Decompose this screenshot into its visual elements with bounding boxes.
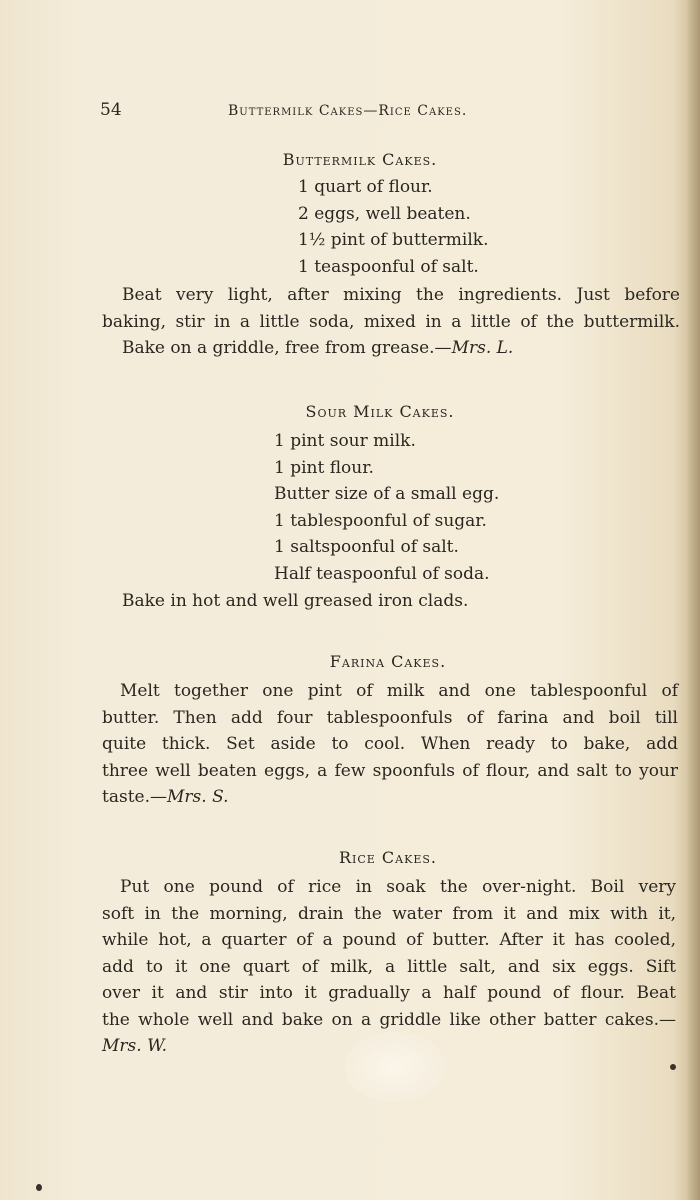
direction-line: while hot, a quarter of a pound of butter. After it has cooled, <box>102 930 676 950</box>
ingredient-line: 1 teaspoonful of salt. <box>298 256 479 277</box>
ingredient-line: 2 eggs, well beaten. <box>298 203 471 224</box>
ingredient-line: 1½ pint of buttermilk. <box>298 230 489 250</box>
ingredient-list-buttermilk <box>298 174 489 280</box>
running-head: Buttermilk Cakes—Rice Cakes. <box>228 103 468 119</box>
ink-speck <box>36 1184 42 1191</box>
recipe-title-rice: Rice Cakes. <box>339 848 437 867</box>
directions-buttermilk <box>102 282 680 362</box>
ingredient-line: Butter size of a small egg. <box>274 484 500 504</box>
direction-line: quite thick. Set aside to cool. When ready to bake, add <box>102 734 678 754</box>
direction-line: Melt together one pint of milk and one tablespoonful of <box>120 681 678 701</box>
recipe-title-farina: Farina Cakes. <box>329 652 447 671</box>
direction-text: Bake on a griddle, free from grease.— <box>122 338 452 358</box>
ingredient-line: 1 quart of flour. <box>298 177 433 197</box>
direction-line-last <box>102 335 680 362</box>
recipe-title-buttermilk: Buttermilk Cakes. <box>282 150 438 169</box>
direction-line-last <box>102 784 678 811</box>
ingredient-line: 1 saltspoonful of salt. <box>274 537 459 557</box>
direction-line: the whole well and bake on a griddle like other batter cakes.— <box>102 1009 676 1030</box>
page-number: 54 <box>100 100 122 120</box>
page-edge-shadow <box>686 0 700 1200</box>
ink-speck <box>670 1064 676 1070</box>
direction-line: Put one pound of rice in soak the over-night. Boil very <box>120 877 676 897</box>
direction-line: soft in the morning, drain the water from it and mix with it, <box>102 903 676 924</box>
direction-line: add to it one quart of milk, a little salt, and six eggs. Sift <box>102 956 676 977</box>
ingredient-line: 1 tablespoonful of sugar. <box>274 510 487 531</box>
paper-stain <box>345 1032 445 1102</box>
direction-line: baking, stir in a little soda, mixed in a little of the buttermilk. <box>102 311 680 332</box>
directions-sour-milk <box>122 588 468 615</box>
signature: Mrs. S. <box>167 787 229 807</box>
direction-text: taste.— <box>102 787 167 807</box>
direction-line: Beat very light, after mixing the ingredients. Just before <box>122 285 680 305</box>
ingredient-line: 1 pint sour milk. <box>274 431 416 451</box>
signature: Mrs. W. <box>102 1036 167 1056</box>
direction-line: Bake in hot and well greased iron clads. <box>122 591 469 611</box>
direction-line: three well beaten eggs, a few spoonfuls of flour, and salt to your <box>102 760 678 781</box>
ingredient-line: 1 pint flour. <box>274 457 374 478</box>
directions-farina <box>102 678 678 811</box>
ingredient-line: Half teaspoonful of soda. <box>274 563 490 584</box>
page-header <box>100 100 676 124</box>
ingredient-list-sour-milk <box>274 428 499 587</box>
signature: Mrs. L. <box>451 338 514 358</box>
recipe-title-sour-milk: Sour Milk Cakes. <box>305 402 455 421</box>
direction-line: butter. Then add four tablespoonfuls of farina and boil till <box>102 707 678 728</box>
direction-line: over it and stir into it gradually a half pound of flour. Beat <box>102 983 676 1003</box>
